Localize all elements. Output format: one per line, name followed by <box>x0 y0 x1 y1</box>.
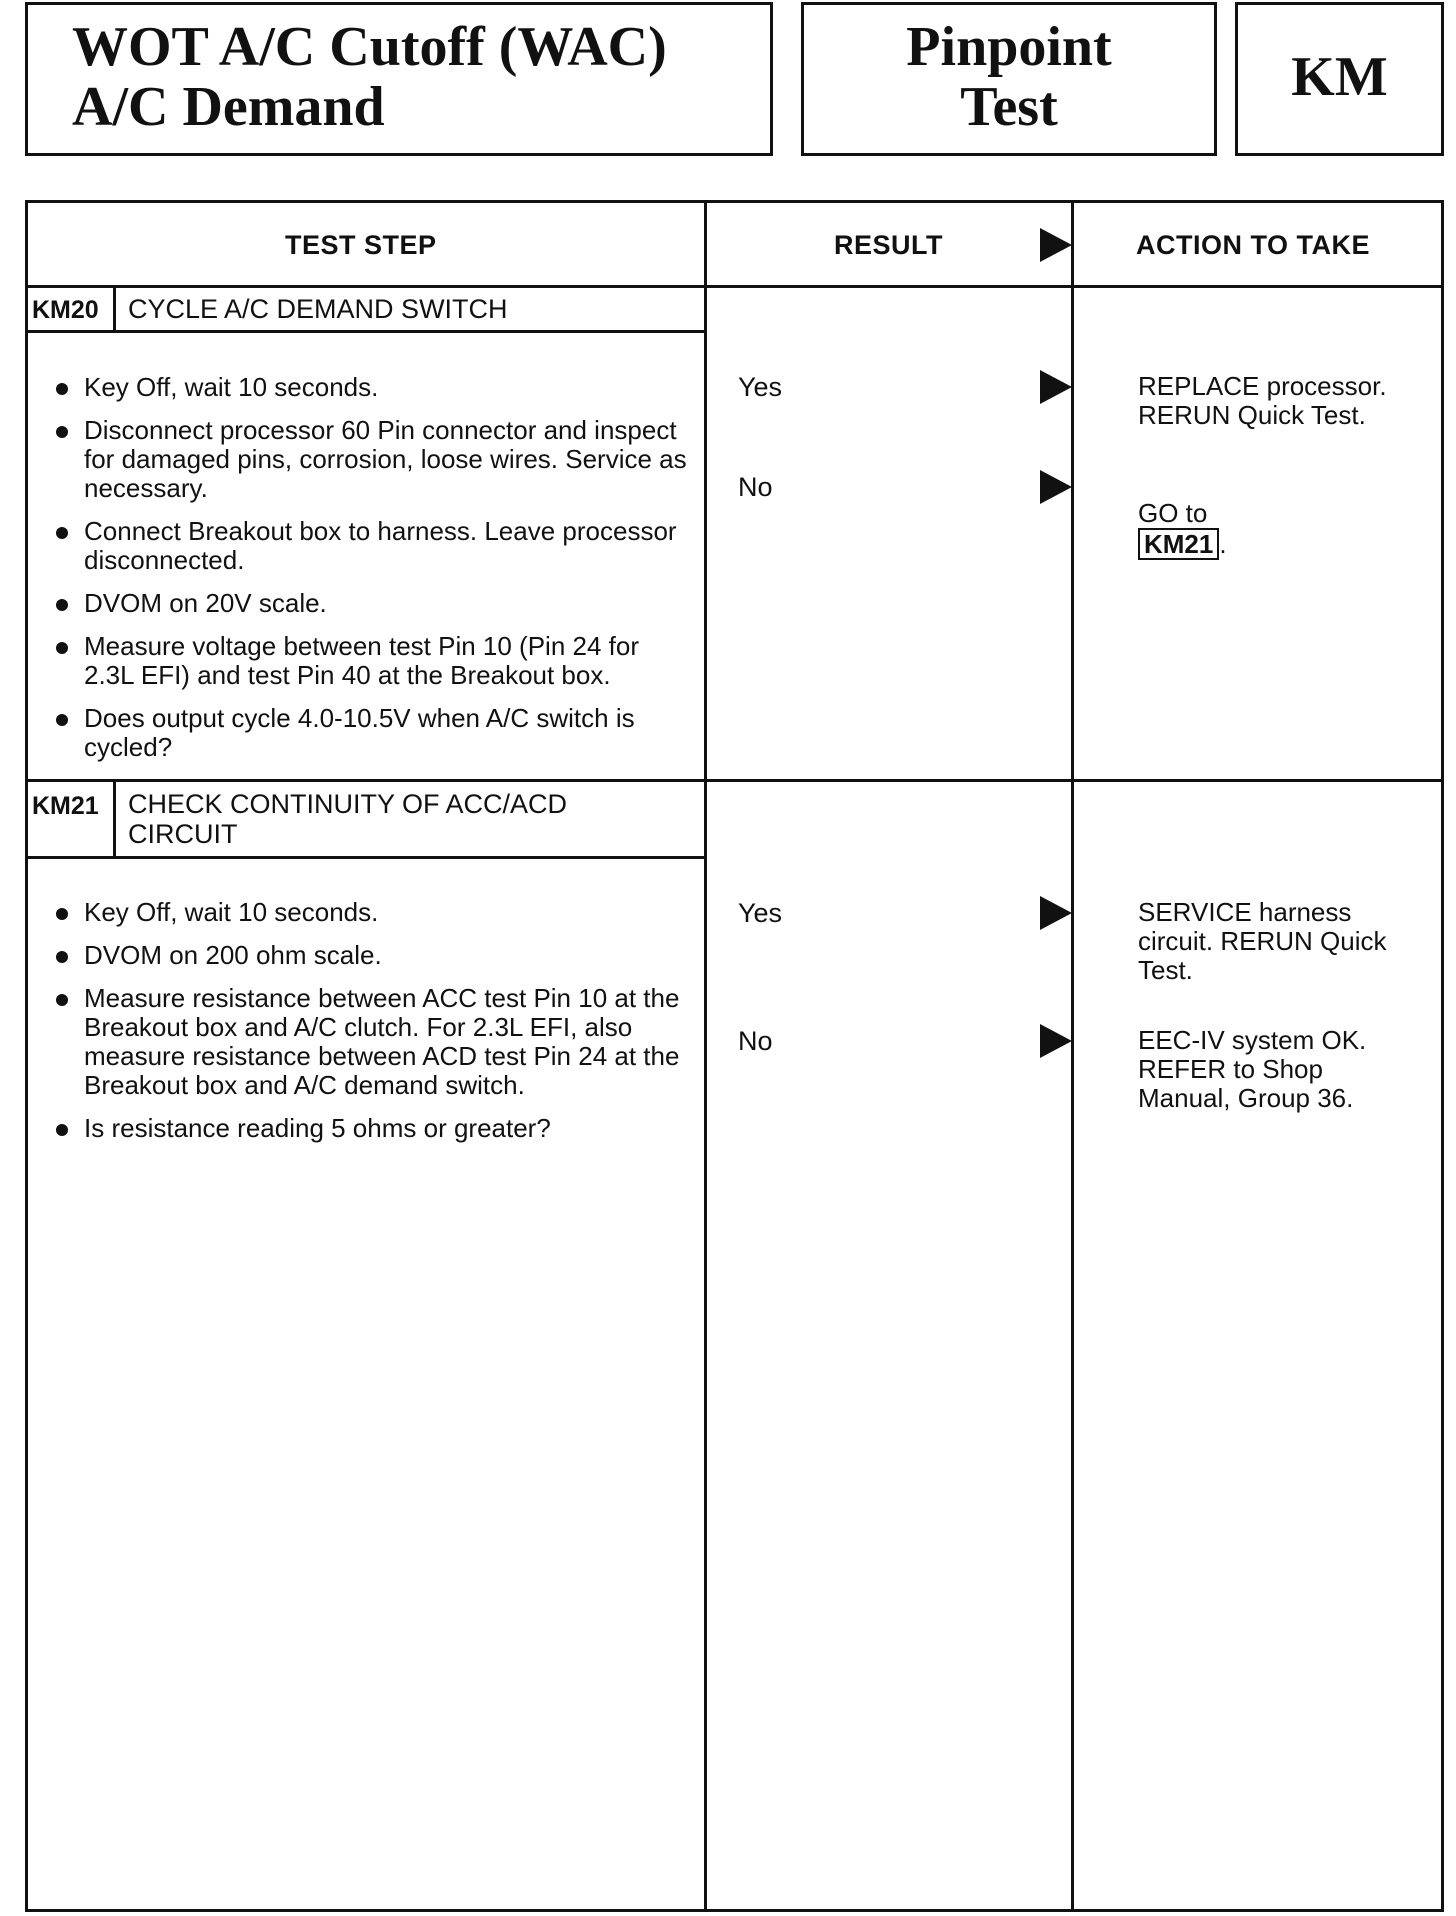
list-item: Key Off, wait 10 seconds. <box>50 898 690 927</box>
action-text <box>1138 470 1428 560</box>
step-instructions <box>50 898 690 1157</box>
action-text: SERVICE harness circuit. RERUN Quick Test. <box>1138 897 1387 985</box>
header-action: ACTION TO TAKE <box>1136 230 1370 260</box>
action-text: REPLACE processor. RERUN Quick Test. <box>1138 371 1387 430</box>
result-yes: Yes <box>738 898 783 928</box>
step-id: KM20 <box>32 296 99 324</box>
step-title: CYCLE A/C DEMAND SWITCH <box>128 294 508 324</box>
list-item: Measure voltage between test Pin 10 (Pin 24 for 2.3L EFI) and test Pin 40 at the Breakout box. <box>50 632 690 690</box>
title-box <box>25 2 773 156</box>
list-item: Does output cycle 4.0-10.5V when A/C switch is cycled? <box>50 704 690 762</box>
step-id: KM21 <box>32 792 99 820</box>
column-divider <box>704 200 707 1912</box>
list-item: Key Off, wait 10 seconds. <box>50 373 690 402</box>
header-result: RESULT <box>834 230 943 260</box>
result-no: No <box>738 472 773 502</box>
action-suffix: . <box>1219 529 1227 559</box>
arrow-right-icon <box>1040 370 1072 404</box>
list-item: DVOM on 200 ohm scale. <box>50 941 690 970</box>
step-id-divider <box>113 285 116 330</box>
step-instructions <box>50 373 690 776</box>
header-test-step: TEST STEP <box>285 230 437 260</box>
arrow-right-icon <box>1040 228 1072 262</box>
page-title: WOT A/C Cutoff (WAC) A/C Demand <box>72 16 667 138</box>
step-id-divider <box>113 779 116 856</box>
test-code-label: KM <box>1291 46 1388 108</box>
step-reference-km21[interactable]: KM21 <box>1138 528 1219 560</box>
list-item: Is resistance reading 5 ohms or greater? <box>50 1114 690 1143</box>
action-prefix: GO to <box>1138 498 1208 528</box>
arrow-right-icon <box>1040 1024 1072 1058</box>
result-yes: Yes <box>738 372 783 402</box>
step-title: CHECK CONTINUITY OF ACC/ACD CIRCUIT <box>128 789 568 849</box>
action-text: EEC-IV system OK. REFER to Shop Manual, Group 36. <box>1138 1025 1367 1113</box>
list-item: Measure resistance between ACC test Pin 10 at the Breakout box and A/C clutch. For 2.3L EFI, also measure resistance between ACD test Pin 24 at the Breakout box and A/C demand switch. <box>50 984 690 1100</box>
arrow-right-icon <box>1040 470 1072 504</box>
test-type-box <box>801 2 1217 156</box>
list-item: Disconnect processor 60 Pin connector and inspect for damaged pins, corrosion, loose wires. Service as necessary. <box>50 416 690 503</box>
arrow-right-icon <box>1040 896 1072 930</box>
result-no: No <box>738 1026 773 1056</box>
test-type-label: Pinpoint Test <box>906 16 1112 138</box>
test-code-box <box>1235 2 1444 156</box>
list-item: Connect Breakout box to harness. Leave processor disconnected. <box>50 517 690 575</box>
list-item: DVOM on 20V scale. <box>50 589 690 618</box>
